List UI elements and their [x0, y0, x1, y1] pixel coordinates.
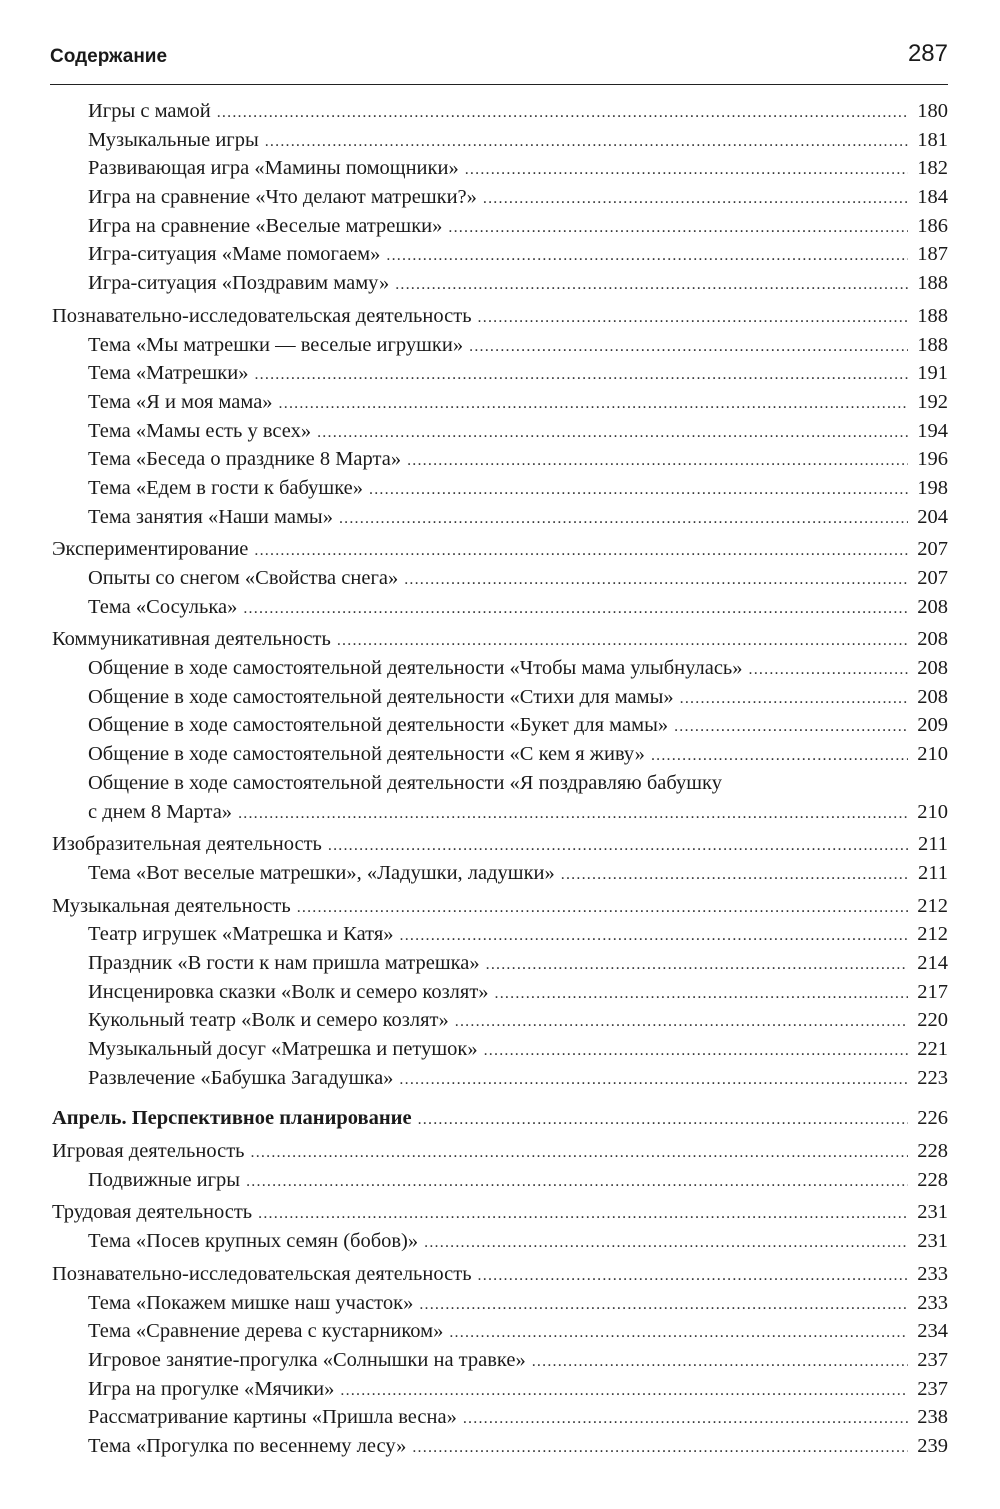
toc-section[interactable]: Игровая деятельность ..... 228 — [52, 1137, 948, 1166]
toc-entry[interactable]: Тема «Вот веселые матрешки», «Ладушки, ладушки» ..... 211 — [52, 859, 948, 888]
toc-entry[interactable]: Тема «Мамы есть у всех» ..... 194 — [52, 417, 948, 446]
toc-entry[interactable]: Опыты со снегом «Свойства снега» ..... 207 — [52, 564, 948, 593]
toc-entry[interactable]: Тема занятия «Наши мамы» ..... 204 — [52, 503, 948, 532]
toc-entry[interactable]: Общение в ходе самостоятельной деятельности «Чтобы мама улыбнулась» ..... 208 — [52, 654, 948, 683]
toc-entry-multiline[interactable]: Общение в ходе самостоятельной деятельности «Я поздравляю бабушку — [88, 771, 722, 794]
toc-entry[interactable]: Игра на сравнение «Веселые матрешки» ..... 186 — [52, 212, 948, 241]
page-header — [50, 36, 948, 85]
toc-section[interactable]: Познавательно-исследовательская деятельность ..... 188 — [52, 302, 948, 331]
toc-entry[interactable]: Общение в ходе самостоятельной деятельности «Стихи для мамы» ..... 208 — [52, 683, 948, 712]
toc-section[interactable]: Познавательно-исследовательская деятельность ..... 233 — [52, 1260, 948, 1289]
toc-entry[interactable]: Игры с мамой ..... 180 — [52, 97, 948, 126]
toc-section[interactable]: Коммуникативная деятельность ..... 208 — [52, 625, 948, 654]
toc-entry[interactable]: Театр игрушек «Матрешка и Катя» ..... 212 — [52, 920, 948, 949]
toc-entry[interactable]: Тема «Посев крупных семян (бобов)» ..... 231 — [52, 1227, 948, 1256]
toc-entry[interactable]: Игра на сравнение «Что делают матрешки?» ..... 184 — [52, 183, 948, 212]
page-number: 287 — [907, 40, 948, 67]
toc-entry[interactable]: Музыкальный досуг «Матрешка и петушок» ..... 221 — [52, 1035, 948, 1064]
toc-entry[interactable]: Рассматривание картины «Пришла весна» ..... 238 — [52, 1403, 948, 1432]
toc-entry[interactable]: Тема «Прогулка по весеннему лесу» ..... 239 — [52, 1432, 948, 1461]
toc-entry[interactable]: Инсценировка сказки «Волк и семеро козлят» ..... 217 — [52, 978, 948, 1007]
toc-entry[interactable]: Тема «Мы матрешки — веселые игрушки» ..... 188 — [52, 331, 948, 360]
toc-section[interactable]: Экспериментирование ..... 207 — [52, 535, 948, 564]
toc-section[interactable]: Изобразительная деятельность ..... 211 — [52, 830, 948, 859]
toc-entry[interactable]: Игра на прогулке «Мячики» ..... 237 — [52, 1375, 948, 1404]
toc-chapter[interactable]: Апрель. Перспективное планирование ..... 226 — [52, 1104, 948, 1133]
toc-entry[interactable]: Тема «Сосулька» ..... 208 — [52, 593, 948, 622]
toc-entry[interactable]: Подвижные игры ..... 228 — [52, 1166, 948, 1195]
section-title: Содержание — [50, 46, 168, 67]
toc-entry[interactable]: Праздник «В гости к нам пришла матрешка» ..... 214 — [52, 949, 948, 978]
toc-entry[interactable]: Общение в ходе самостоятельной деятельности «Букет для мамы» ..... 209 — [52, 711, 948, 740]
table-of-contents — [52, 97, 948, 1461]
toc-section[interactable]: Музыкальная деятельность ..... 212 — [52, 892, 948, 921]
toc-entry[interactable]: Кукольный театр «Волк и семеро козлят» ..... 220 — [52, 1006, 948, 1035]
toc-entry[interactable]: Тема «Едем в гости к бабушке» ..... 198 — [52, 474, 948, 503]
toc-entry[interactable]: Развивающая игра «Мамины помощники» ..... 182 — [52, 154, 948, 183]
toc-entry[interactable]: Общение в ходе самостоятельной деятельности «С кем я живу» ..... 210 — [52, 740, 948, 769]
toc-entry[interactable]: Развлечение «Бабушка Загадушка» ..... 223 — [52, 1064, 948, 1093]
toc-section[interactable]: Трудовая деятельность ..... 231 — [52, 1198, 948, 1227]
toc-entry[interactable]: Тема «Беседа о празднике 8 Марта» ..... 196 — [52, 445, 948, 474]
toc-entry-continuation[interactable]: с днем 8 Марта» ..... 210 — [52, 798, 948, 827]
toc-entry[interactable]: Музыкальные игры ..... 181 — [52, 126, 948, 155]
toc-entry[interactable]: Игра-ситуация «Поздравим маму» ..... 188 — [52, 269, 948, 298]
toc-entry[interactable]: Тема «Я и моя мама» ..... 192 — [52, 388, 948, 417]
toc-entry[interactable]: Тема «Матрешки» ..... 191 — [52, 359, 948, 388]
toc-entry[interactable]: Игровое занятие-прогулка «Солнышки на травке» ..... 237 — [52, 1346, 948, 1375]
toc-entry[interactable]: Тема «Покажем мишке наш участок» ..... 233 — [52, 1289, 948, 1318]
toc-entry[interactable]: Игра-ситуация «Маме помогаем» ..... 187 — [52, 240, 948, 269]
toc-entry[interactable]: Тема «Сравнение дерева с кустарником» ..... 234 — [52, 1317, 948, 1346]
